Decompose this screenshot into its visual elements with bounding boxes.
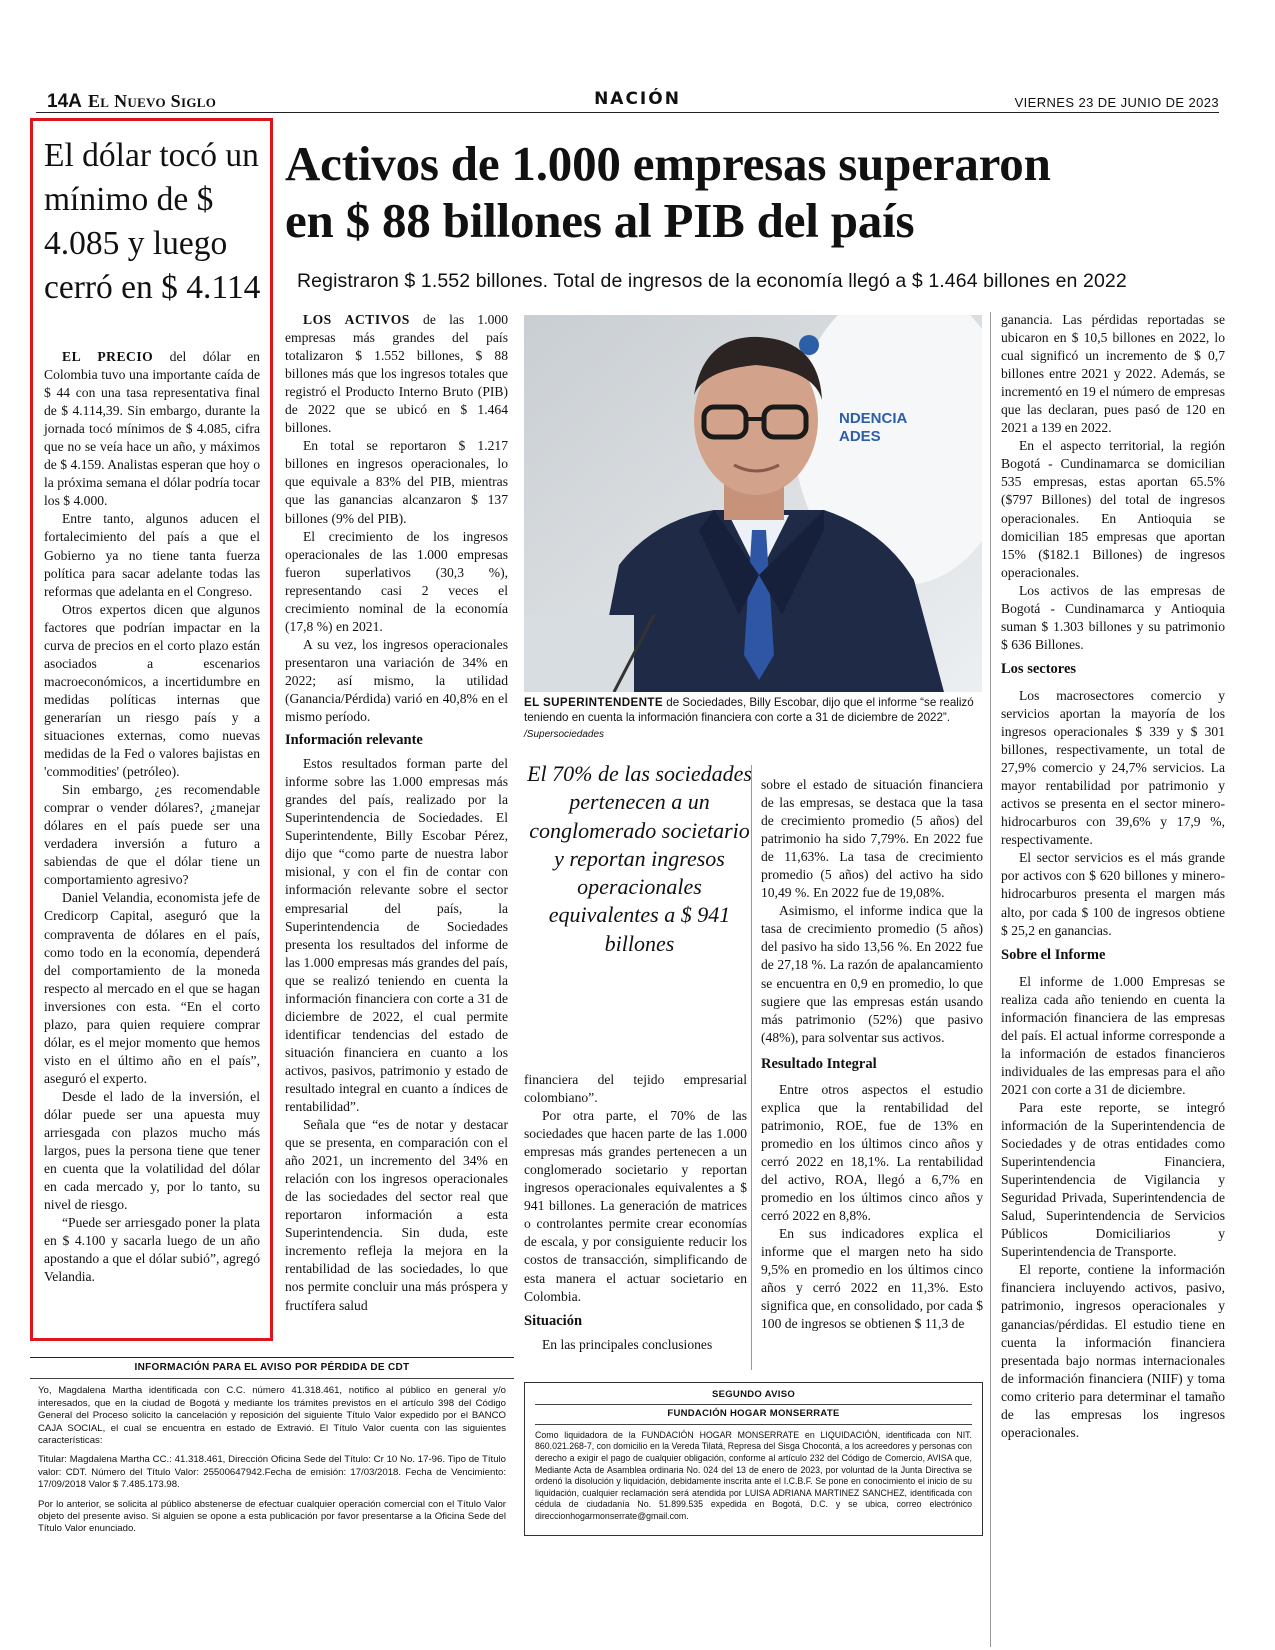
superintendent-photo [524,315,982,692]
article-column-2 [524,1071,747,1354]
portrait-illustration [524,315,982,692]
article-column-3 [761,776,983,1333]
article-paragraph: de las 1.000 empresas más grandes del país totalizaron $ 1.552 billones, $ 88 billones más que los ingresos totales que registró el Producto Interno Bruto (PIB) de 2022 que se ubicó en $ 1.464 billones. [285,312,508,436]
article-paragraph: En sus indicadores explica el informe que el margen neto ha sido 9,5% en promedio en los últimos cinco años y cerró 2022 en 11,3%. Esto significa que, en consolidado, por cada $ 100 de ingresos se obtienen $ 11,3 de [761,1226,983,1332]
article-paragraph: ganancia. Las pérdidas reportadas se ubicaron en $ 10,5 billones en 2022, lo cual significó un incremento de $ 0,7 billones entre 2021 y 2022. Además, se incrementó en 19 el número de empresas que las declaran, pues pasó de 120 en 2021 a 139 en 2022. [1001,312,1225,436]
notice-rule [535,1404,972,1405]
sidebar-paragraph: Otros expertos dicen que algunos factores que podrían impactar en la curva de precios en el corto plazo están asociados a escenarios macroeconómicos, a incertidumbre en medidas políticas internas que generarían un riesgo país y a situaciones externas, como nuevas medidas de la Fed o valores bajistas en 'commodities' (petróleo). [44,601,260,780]
backdrop-sign-text: NDENCIA [839,410,908,427]
article-paragraph: El sector servicios es el más grande por activos con $ 620 billones y minero-hidrocarburos presenta el margen más alto, por cada $ 100 de ingresos obtiene $ 25,2 en ganancias. [1001,850,1225,938]
header-rule [36,112,1219,113]
notice-subtitle: FUNDACIÓN HOGAR MONSERRATE [667,1408,840,1420]
subheading: Resultado Integral [761,1055,877,1072]
column-divider [990,312,991,1647]
photo-credit: /Supersociedades [524,729,605,740]
notice-body [30,1385,514,1535]
section-title: NACIÓN [594,89,681,109]
headline-line: Activos de 1.000 empresas superaron [285,136,1051,191]
article-paragraph: Asimismo, el informe indica que la tasa de crecimiento promedio (5 años) del pasivo ha sido 13,56 %. En 2022 fue de 27,18 %. La razón de apalancamiento se encuentra en 0,9 en promedio, lo que sugiere que las empresas están usando más patrimonio (52%) que pasivo (48%), para solventar sus activos. [761,903,983,1045]
photo-caption [524,695,982,742]
article-paragraph: Para este reporte, se integró información de la Superintendencia de Sociedades y de otras entidades como Superintendencia Financiera, Superintendencia de Vigilancia y Seguridad Privada, Superintendencia de Salud, Superintendencia de Servicios Públicos Domiciliarios y Superintendencia de Transporte. [1001,1099,1225,1260]
article-paragraph: En las principales conclusiones [542,1336,713,1352]
article-paragraph: En total se reportaron $ 1.217 billones en ingresos operacionales, lo que equivale a 83% del PIB, mientras que las ganancias alcanzaron $ 137 billones (9% del PIB). [285,438,508,526]
foundation-notice [524,1382,983,1536]
subheading: Información relevante [285,732,423,749]
caption-lead: EL SUPERINTENDENTE [524,696,664,709]
article-paragraph: El informe de 1.000 Empresas se realiza cada año teniendo en cuenta la información financiera de las empresas del país. El actual informe corresponde a la información de estados financieros individuales de las empresas para el año 2021 con corte a 31 de diciembre. [1001,973,1225,1097]
pull-quote: El 70% de las sociedades pertenecen a un conglomerado societario y reportan ingresos operacionales equivalentes a $ 941 billones [527,761,752,956]
subheading: Los sectores [1001,660,1077,677]
article-column-4 [1001,311,1225,1442]
sidebar-paragraph: del dólar en Colombia tuvo una importante caída de $ 44 con una tasa representativa final de $ 4.114,39. Sin embargo, durante la jornada tocó mínimos de $ 4.085, cifra que no se veía hace un año, y máximos de $ 4.159. Analistas esperan que hoy o la próxima semana el dólar podría tocar los $ 4.000. [44,349,260,509]
article-column-1 [285,311,508,1315]
main-headline [285,135,1185,249]
column-divider [751,765,752,1370]
notice-rule [30,1357,514,1358]
sidebar-body [44,348,260,1286]
sidebar-paragraph: Daniel Velandia, economista jefe de Credicorp Capital, aseguró que la compraventa de dólares en el país, como todo en la economía, dependerá del comportamiento de la moneda respecto al mercado en el que se hagan inversiones con esta. “En el corto plazo, para quien requiere comprar dólar, es el mejor momento que hemos visto en el último año en el país”, aseguró el experto. [44,890,260,1086]
notice-paragraph: Por lo anterior, se solicita al público abstenerse de efectuar cualquier operación comercial con el Título Valor objeto del presente aviso. Si alguien se opone a esta publicación por favor presentarse a la Oficina Sede del Título Valor enunciado. [38,1498,506,1535]
notice-rule [30,1378,514,1379]
article-paragraph: Entre otros aspectos el estudio explica que la rentabilidad del patrimonio, ROE, fue de 13% en promedio en los últimos cinco años y cerró 2022 en 18,1%. La rentabilidad del activo, ROA, llegó a 6,7% en promedio en los últimos cinco años y cerró 2022 en 8,8%. [761,1081,983,1224]
article-paragraph: Por otra parte, el 70% de las sociedades que hacen parte de las 1.000 empresas más grandes pertenecen a un conglomerado societario y reportan ingresos operacionales equivalentes a $ 941 billones. La generación de matrices o controlantes permite crear economías de escala, y por consiguiente reducir los costos de transacción, simplificando de esta manera el actuar societario en Colombia. [524,1108,747,1304]
notice-title: INFORMACIÓN PARA EL AVISO POR PÉRDIDA DE CDT [134,1362,410,1373]
article-paragraph: El reporte, contiene la información financiera incluyendo activos, pasivo, patrimonio, ingresos operacionales y ganancias/pérdidas. El estudio tiene en cuenta la información financiera presentada bajo normas internacionales de información financiera (NIIF) y toma como criterio para determinar el tamaño de las empresas los ingresos operacionales. [1001,1262,1225,1440]
article-paragraph: El crecimiento de los ingresos operacionales de las 1.000 empresas fueron superlativos (30,3 %), representando casi 2 veces el crecimiento nominal de la economía (17,8 %) en 2021. [285,528,508,634]
article-paragraph: Los macrosectores comercio y servicios aportan la mayoría de los ingresos operacionales $ 339 y $ 301 billones, respectivamente, un total de 27,9% comercio y 24,7% servicios. La mayor rentabilidad por patrimonio y activos se presenta en el sector minero-hidrocarburos con 39,6% y 17,9 %, respectivamente. [1001,687,1225,848]
article-paragraph: A su vez, los ingresos operacionales presentaron una variación de 34% en 2022; así mismo, la utilidad (Ganancia/Pérdida) varió en 40,8% en el mismo período. [285,636,508,725]
notice-paragraph: Yo, Magdalena Martha identificada con C.C. número 41.318.461, notifico al público en general y/o interesados, que en la ciudad de Bogotá y mediante los trámites previstos en el artículo 398 del Código General del Proceso solicito la cancelación y reposición del siguiente Título Valor expedido por el BANCO CAJA SOCIAL, el cual se encuentra en estado de Extravió. El Título Valor cuenta con las siguientes características: [38,1385,506,1447]
backdrop-sign-text: ADES [839,428,881,445]
article-paragraph: Señala que “es de notar y destacar que se presenta, en comparación con el año 2021, un incremento del 34% en relación con los ingresos operacionales de las sociedades del sector real que reportaron información a esta Superintendencia. Sin duda, este incremento refleja la mejora en la rentabilidad de las sociedades, lo que nos permite concluir una más próspera y fructífera salud [285,1117,508,1313]
sidebar-paragraph: Desde el lado de la inversión, el dólar puede ser una apuesta muy arriesgada con plazos mucho más largos, pues la persona tiene que tener en cuenta que la volatilidad del dólar en cada mercado y, por lo tanto, su nivel de riesgo. [44,1088,260,1213]
article-paragraph: En el aspecto territorial, la región Bogotá - Cundinamarca se domicilian 535 empresas, estas aportan 65.5% ($797 Billones) del total de ingresos operacionales. En Antioquia se domicilian 185 empresas que aportan 15% ($182.1 Billones) de ingresos operacionales. [1001,438,1225,580]
article-paragraph: Los activos de las empresas de Bogotá - Cundinamarca y Antioquia suman $ 1.303 billones y su patrimonio $ 636 Billones. [1001,582,1225,652]
sidebar-paragraph: “Puede ser arriesgado poner la plata en $ 4.100 y sacarla luego de un año apostando a que el dólar subió”, agregó Velandia. [44,1215,260,1285]
headline-line: en $ 88 billones al PIB del país [285,193,915,248]
subheading: Situación [524,1312,583,1329]
notice-rule [535,1424,972,1425]
sidebar-lead: EL PRECIO [62,349,154,364]
article-paragraph: sobre el estado de situación financiera de las empresas, se destaca que la tasa de crecimiento promedio (5 años) del patrimonio ha sido 7,79%. En 2022 fue de 11,63%. La tasa de crecimiento promedio (5 años) del activo ha sido 10,49 %. En 2022 fue de 19,08%. [761,777,983,901]
page-number: 14A [47,91,82,112]
sidebar-headline: El dólar tocó un mínimo de $ 4.085 y luego cerró en $ 4.114 [44,137,261,306]
issue-date: VIERNES 23 DE JUNIO DE 2023 [1014,95,1219,110]
notice-paragraph: Titular: Magdalena Martha CC.: 41.318.461, Dirección Oficina Sede del Título: Cr 10 No. 17-96. Tipo de Título valor: CDT. Número del Título Valor: 25500647942.Fecha de emisión: 17/03/2018. Fecha de Vencimiento: 17/09/2018 Valor $ 7.485.173.98. [38,1454,506,1491]
newspaper-name: El Nuevo Siglo [88,91,217,111]
article-paragraph: financiera del tejido empresarial colombiano”. [524,1072,747,1106]
sidebar-paragraph: Sin embargo, ¿es recomendable comprar o vender dólares?, ¿manejar dólares en el país puede ser una verdadera inversión a futuro a sabiendas de que el dólar tiene un comportamiento agresivo? [44,782,260,888]
notice-title: SEGUNDO AVISO [711,1389,796,1400]
deck-subtitle: Registraron $ 1.552 billones. Total de ingresos de la economía llegó a $ 1.464 billones en 2022 [297,270,1127,292]
article-lead: LOS ACTIVOS [303,312,410,327]
article-paragraph: Estos resultados forman parte del informe sobre las 1.000 empresas más grandes del país, realizado por la Superintendencia de Sociedades. El Superintendente, Billy Escobar Pérez, dijo que “como parte de nuestra labor misional, y con el fin de contar con información relevante sobre el sector empresarial del país, la Superintendencia de Sociedades presenta los resultados del informe de las 1.000 empresas más grandes del país, que se realizó teniendo en cuenta la información financiera con corte a 31 de diciembre de 2022, el cual permite identificar tendencias del estado de situación financiera en cuanto a los activos, pasivos, patrimonio y estado de resultado integral en cuanto a índices de rentabilidad”. [285,756,508,1115]
subheading: Sobre el Informe [1001,946,1106,963]
caption-text: de Sociedades, Billy Escobar, dijo que el informe “se realizó teniendo en cuenta la información financiera con corte a 31 de diciembre de 2022”. [524,696,974,724]
cdt-loss-notice [30,1357,514,1536]
notice-body: Como liquidadora de la FUNDACIÓN HOGAR MONSERRATE en LIQUIDACIÓN, identificada con NIT. 860.021.268-7, con domicilio en la Vereda Tilatá, Represa del Sisga Chocontá, a los acreedores y personas con derecho a exigir el pago de cualquier obligación, conforme al artículo 232 del Código de Comercio, AVISA que, Mediante Acta de Asamblea ordinaria No. 024 del 13 de enero de 2023, por voluntad de la Junta Directiva se ordenó la disolución y liquidación, debidamente inscrita ante el I.C.B.F. Se pone en conocimiento el inicio de su liquidación, cualquier reclamación será atendida por LUISA ADRIANA MARTINEZ SANCHEZ, identificada con cédula de ciudadanía No. 51.899.535 expedida en Bogotá, D.C. y se ubica, correo electrónico direccionhogarmonserrate@gmail.com. [535,1429,972,1521]
sidebar-paragraph: Entre tanto, algunos aducen el fortalecimiento del país a que el Gobierno ya no tiene tanta fuerza política para sacar adelante todas las reformas que adelanta en el Congreso. [44,511,260,599]
